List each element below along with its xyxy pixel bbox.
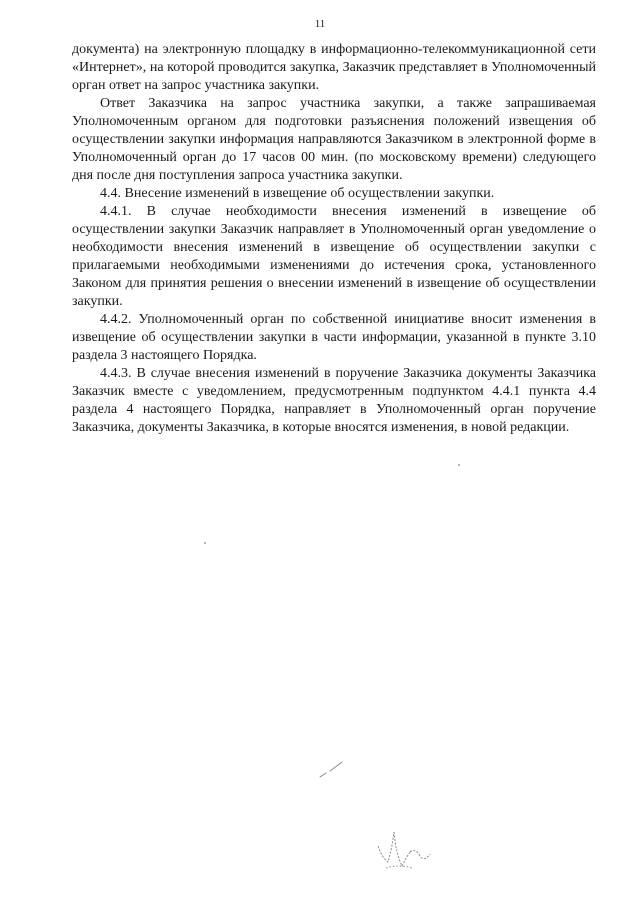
page-number: 11 <box>314 18 326 30</box>
paragraph-4-4-2: 4.4.2. Уполномоченный орган по собственной инициативе вносит изменения в извещение об осуществлении закупки в части информации, указанной в пункте 3.10 раздела 3 настоящего Порядка. <box>72 312 596 363</box>
section-heading-4-4: 4.4. Внесение изменений в извещение об осуществлении закупки. <box>100 186 495 201</box>
paragraph-continuation: документа) на электронную площадку в информационно-телекоммуникационной сети «Интернет», на которой проводится закупка, Заказчик представляет в Уполномоченный орган ответ на запрос участника закупки. <box>72 42 596 93</box>
scan-speck <box>204 542 206 544</box>
paragraph-customer-answer: Ответ Заказчика на запрос участника закупки, а также запрашиваемая Уполномоченным органом для подготовки разъяснения положений извещения об осуществлении закупки информация направляются Заказчиком в электронной форме в Уполномоченный орган до 17 часов 00 мин. (по московскому времени) следующего дня после дня поступления запроса участника закупки. <box>72 96 596 183</box>
signature-image <box>372 818 442 878</box>
scan-speck <box>458 464 460 466</box>
document-body <box>72 41 596 437</box>
paragraph-4-4-1: 4.4.1. В случае необходимости внесения изменений в извещение об осуществлении закупки Заказчик направляет в Уполномоченный орган уведомление о необходимости внесения изменений в извещение об осуществлении закупки с прилагаемыми необходимыми изменениями до истечения срока, установленного Законом для принятия решения о внесении изменений в извещение об осуществлении закупки. <box>72 204 596 309</box>
pen-mark <box>316 760 346 780</box>
paragraph-4-4-3: 4.4.3. В случае внесения изменений в поручение Заказчика документы Заказчика Заказчик вместе с уведомлением, предусмотренным подпунктом 4.4.1 пункта 4.4 раздела 4 настоящего Порядка, направляет в Уполномоченный орган поручение Заказчика, документы Заказчика, в которые вносятся изменения, в новой редакции. <box>72 366 596 435</box>
